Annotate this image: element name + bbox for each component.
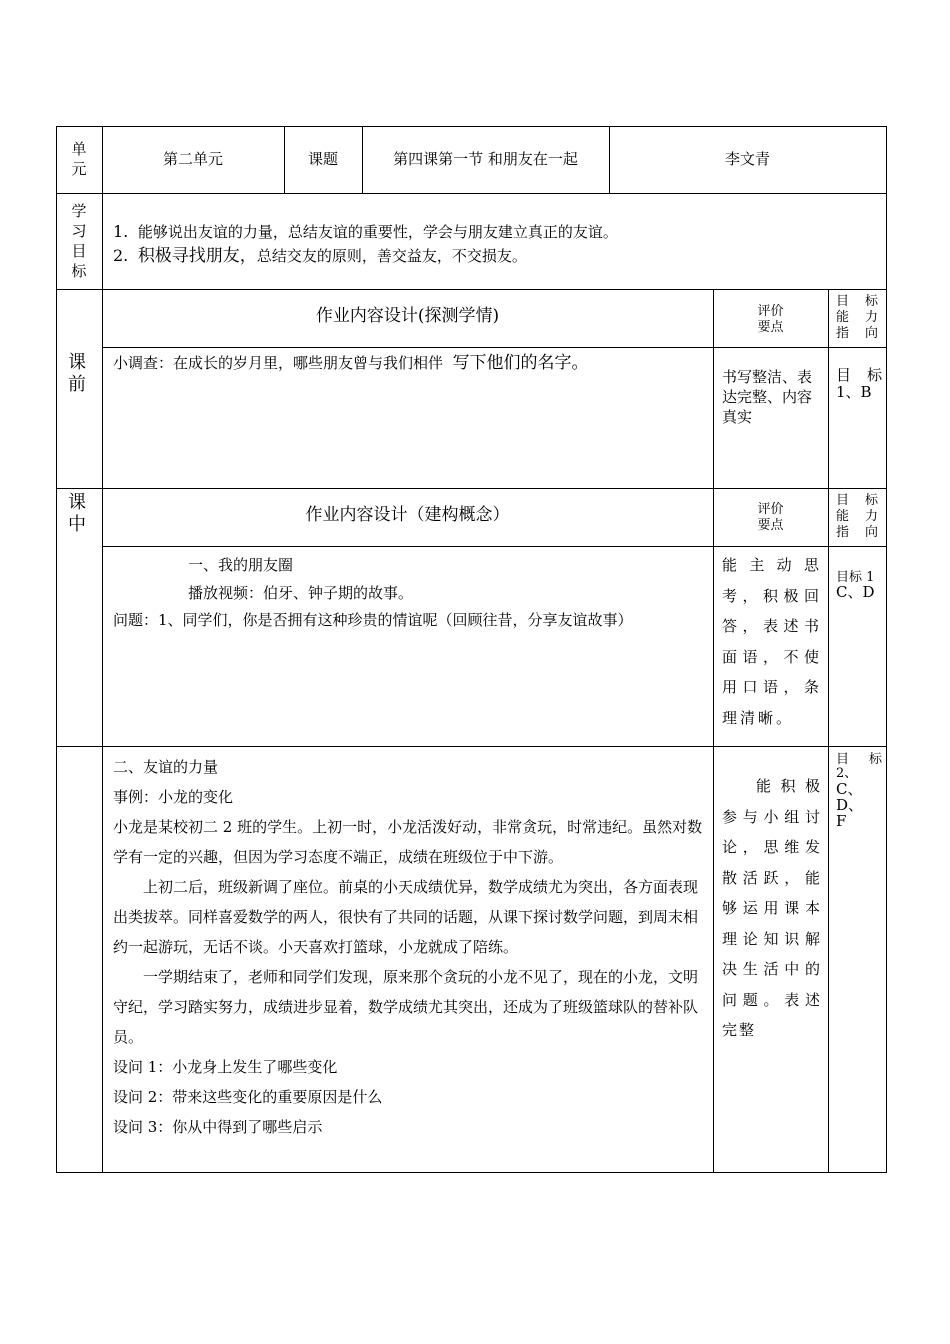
part2-case-title: 事例：小龙的变化 bbox=[113, 788, 234, 806]
objective-item-1: 1. 能够说出友谊的力量，总结友谊的重要性，学会与朋友建立真正的友谊。 bbox=[113, 222, 618, 241]
part1-line2: 播放视频：伯牙、钟子期的故事。 bbox=[188, 584, 414, 602]
part2-question-3: 设问 3：你从中得到了哪些启示 bbox=[113, 1118, 323, 1136]
part2-question-2: 设问 2：带来这些变化的重要原因是什么 bbox=[113, 1088, 383, 1106]
topic-value: 第四课第一节 和朋友在一起 bbox=[393, 150, 578, 168]
row-divider bbox=[56, 289, 887, 290]
part2-question-1: 设问 1：小龙身上发生了哪些变化 bbox=[113, 1058, 338, 1076]
table-border-bottom bbox=[56, 1172, 887, 1173]
teacher-name: 李文青 bbox=[724, 150, 770, 168]
part2-para1: 小龙是某校初二 2 班的学生。上初一时，小龙活泼好动，非常贪玩，时常违纪。虽然对数学有一定的兴趣，但因为学习态度不端正，成绩在班级位于中下游。 bbox=[113, 818, 703, 866]
pre-class-section-title: 作业内容设计(探测学情) bbox=[315, 306, 500, 326]
part1-goal: 目标 1 C、D bbox=[836, 570, 875, 601]
unit-label: 单 元 bbox=[71, 140, 87, 178]
row-divider bbox=[102, 546, 887, 547]
part2-para2: 上初二后，班级新调了座位。前桌的小天成绩优异，数学成绩尤为突出，各方面表现出类拔萃。同样喜爱数学的两人，很快有了共同的话题，从课下探讨数学问题，到周末相约一起游玩，无话不谈。小天喜欢打篮球，小龙就成了陪练。 bbox=[113, 878, 699, 956]
col-divider bbox=[713, 289, 714, 1172]
pre-class-eval-text: 书写整洁、表达完整、内容真实 bbox=[722, 368, 813, 426]
row-divider bbox=[56, 193, 887, 194]
pre-class-eval-header: 评价 要点 bbox=[757, 304, 784, 335]
objectives-label: 学 习 目 标 bbox=[71, 202, 87, 280]
table-border-top bbox=[56, 126, 887, 127]
part2-eval-text: 能积极参与小组讨论，思维发散活跃，能够运用课本理论知识解决生活中的问题。表述完整 bbox=[722, 777, 822, 1039]
unit-value: 第二单元 bbox=[162, 150, 223, 168]
row-divider bbox=[102, 347, 887, 348]
part2-title: 二、友谊的力量 bbox=[113, 758, 219, 776]
in-class-eval-header: 评价 要点 bbox=[757, 502, 784, 533]
table-border-right bbox=[886, 126, 887, 1173]
pre-class-task: 小调查：在成长的岁月里，哪些朋友曾与我们相伴 写下他们的名字。 bbox=[113, 353, 589, 373]
in-class-label: 课 中 bbox=[68, 492, 86, 535]
col-divider bbox=[102, 126, 103, 1173]
part2-content bbox=[113, 752, 705, 1142]
col-divider bbox=[828, 289, 829, 1172]
row-divider bbox=[56, 746, 887, 747]
pre-class-label: 课 前 bbox=[68, 352, 86, 395]
row-divider bbox=[56, 488, 887, 489]
objective-item-2: 2. 积极寻找朋友，总结交友的原则，善交益友，不交损友。 bbox=[113, 246, 527, 266]
in-class-goal-header: 目 标 能 力 指 向 bbox=[836, 493, 878, 540]
part2-goal: 目 标 2、 C、D、 F bbox=[836, 752, 882, 830]
part1-title: 一、我的朋友圈 bbox=[188, 556, 294, 574]
part1-question: 问题：1、同学们，你是否拥有这种珍贵的情谊呢（回顾往昔，分享友谊故事） bbox=[113, 611, 633, 629]
pre-class-goal-header: 目 标 能 力 指 向 bbox=[836, 294, 878, 341]
pre-class-goal-text: 目 标 1、B bbox=[836, 366, 882, 401]
table-border-left bbox=[56, 126, 57, 1173]
part2-para3: 一学期结束了，老师和同学们发现，原来那个贪玩的小龙不见了，现在的小龙，文明守纪，学习踏实努力，成绩进步显着，数学成绩尤其突出，还成为了班级篮球队的替补队员。 bbox=[113, 968, 699, 1046]
topic-label: 课题 bbox=[307, 150, 338, 168]
in-class-section-title: 作业内容设计（建构概念） bbox=[305, 505, 510, 525]
part1-eval-text: 能主动思考，积极回答，表述书面语，不使用口语，条理清晰。 bbox=[722, 556, 822, 727]
